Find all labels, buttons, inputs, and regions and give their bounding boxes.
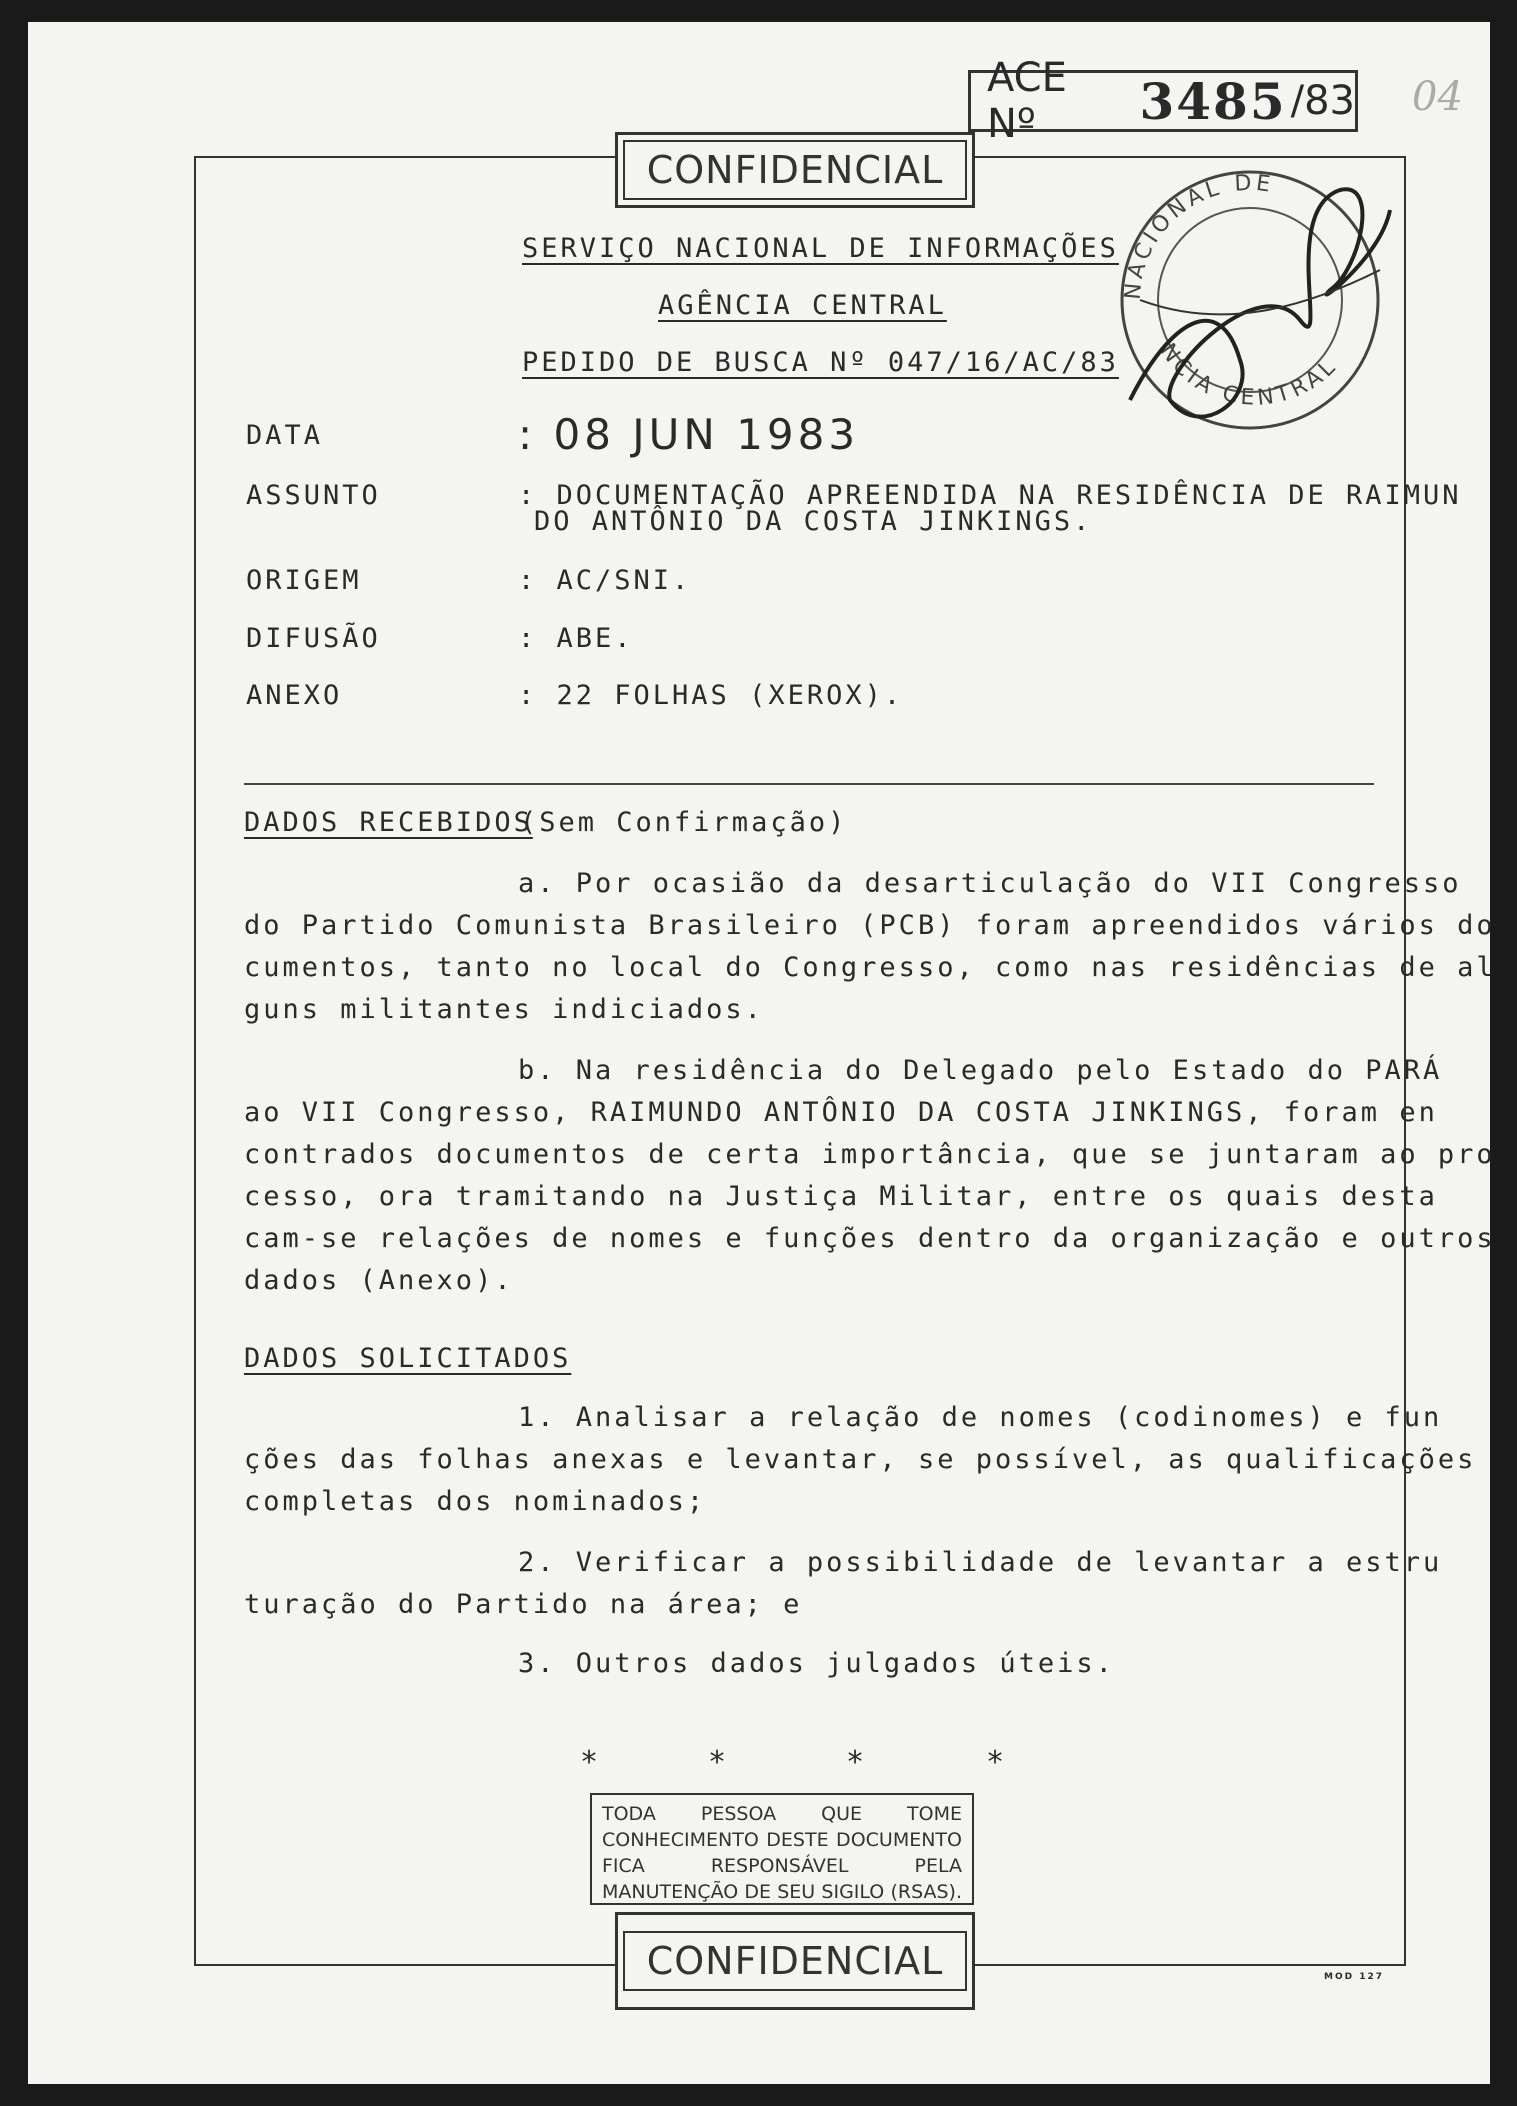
item2-line-2: turação do Partido na área; e [244, 1589, 803, 1620]
item1-line-1: 1. Analisar a relação de nomes (codinomes) e fun [518, 1402, 1443, 1433]
ace-prefix: ACE Nº [987, 55, 1067, 147]
field-value-anexo: : 22 FOLHAS (XEROX). [518, 680, 904, 711]
field-value-assunto-2: DO ANTÔNIO DA COSTA JINKINGS. [534, 506, 1093, 537]
ace-year: /83 [1290, 78, 1355, 124]
form-code: MOD 127 [1324, 1972, 1384, 1982]
item1-line-2: ções das folhas anexas e levantar, se possível, as qualificações [244, 1444, 1477, 1475]
field-value-origem: : AC/SNI. [518, 565, 692, 596]
classification-top-text: CONFIDENCIAL [623, 140, 968, 200]
star-1: * [580, 1745, 599, 1780]
svg-text:NCIA CENTRAL [1155, 339, 1343, 411]
para-b-line-3: contrados documentos de certa importância, que se juntaram ao pro [244, 1139, 1496, 1170]
para-a-line-2: do Partido Comunista Brasileiro (PCB) foram apreendidos vários do [244, 910, 1496, 941]
para-a-line-1: a. Por ocasião da desarticulação do VII Congresso [518, 868, 1462, 899]
agency-seal-stamp [1100, 150, 1400, 470]
star-3: * [846, 1745, 865, 1780]
star-2: * [708, 1745, 727, 1780]
header-request-number: PEDIDO DE BUSCA Nº 047/16/AC/83 [522, 347, 1119, 378]
item2-line-1: 2. Verificar a possibilidade de levantar a estru [518, 1547, 1443, 1578]
field-label-assunto: ASSUNTO [246, 480, 381, 511]
ace-number: 3485 [1139, 71, 1287, 131]
para-b-line-4: cesso, ora tramitando na Justiça Militar, entre os quais desta [244, 1181, 1438, 1212]
classification-bottom-text: CONFIDENCIAL [623, 1931, 968, 1991]
header-agency: SERVIÇO NACIONAL DE INFORMAÇÕES [522, 233, 1119, 264]
ace-number-box [968, 55, 1358, 147]
field-value-assunto-1: : DOCUMENTAÇÃO APREENDIDA NA RESIDÊNCIA DE RAIMUN [518, 480, 1462, 511]
ace-side-note: 04 [1412, 74, 1463, 120]
field-label-difusao: DIFUSÃO [246, 623, 381, 654]
star-4: * [986, 1745, 1005, 1780]
item1-line-3: completas dos nominados; [244, 1486, 707, 1517]
seal-text-top: NACIONAL DE [1120, 170, 1276, 301]
para-a-line-3: cumentos, tanto no local do Congresso, como nas residências de al [244, 952, 1496, 983]
svg-text:NACIONAL DE [1121, 171, 1276, 301]
seal-text-bottom: NCIA CENTRAL [1154, 339, 1344, 411]
field-label-origem: ORIGEM [246, 565, 362, 596]
para-b-line-6: dados (Anexo). [244, 1265, 514, 1296]
para-b-line-5: cam-se relações de nomes e funções dentro da organização e outros [244, 1223, 1496, 1254]
section-divider [244, 783, 1374, 785]
para-b-line-2: ao VII Congresso, RAIMUNDO ANTÔNIO DA COSTA JINKINGS, foram en [244, 1097, 1438, 1128]
header-department: AGÊNCIA CENTRAL [658, 290, 947, 321]
secrecy-notice: TODA PESSOA QUE TOME CONHECIMENTO DESTE DOCUMENTO FICA RESPONSÁVEL PELA MANUTENÇÃO DE SEU SIGILO (RSAS). [590, 1793, 974, 1905]
heading-dados-recebidos: DADOS RECEBIDOS [244, 807, 533, 838]
heading-dados-solicitados: DADOS SOLICITADOS [244, 1343, 572, 1374]
field-value-data: : 08 JUN 1983 [518, 410, 860, 459]
field-label-anexo: ANEXO [246, 680, 343, 711]
classification-stamp-top [615, 132, 975, 208]
classification-stamp-bottom [615, 1912, 975, 2010]
heading-dados-recebidos-note: (Sem Confirmação) [520, 807, 848, 838]
field-label-data: DATA [246, 420, 324, 451]
para-b-line-1: b. Na residência do Delegado pelo Estado do PARÁ [518, 1055, 1443, 1086]
item3-line: 3. Outros dados julgados úteis. [518, 1648, 1115, 1679]
field-value-difusao: : ABE. [518, 623, 634, 654]
para-a-line-4: guns militantes indiciados. [244, 994, 764, 1025]
